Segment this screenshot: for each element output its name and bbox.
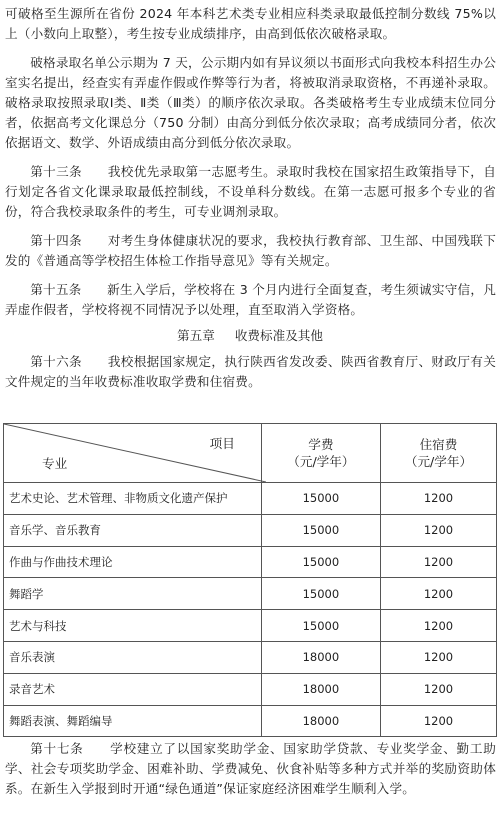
header-dorm [380,424,496,483]
header-dorm-label: 住宿费 [419,437,458,452]
row-tuition: 18000 [261,705,380,737]
table-row [4,673,497,705]
paragraph-breakout-announcement: 破格录取名单公示期为 7 天，公示期内如有异议须以书面形式向我校本科招生办公室实名提出，经查实有弄虚作假或作弊等行为者，将被取消录取资格，不再递补录取。破格录取按照录取Ⅰ类、Ⅱ类（Ⅲ类）的顺序依次录取。各类破格考生专业成绩末位同分者，依据高考文化课总分（750 分制）由高分到低分依次录取；高考成绩同分者，依次依据语文、数学、外语成绩由高分到低分依次录取。 [5,55,496,150]
table-row [4,610,497,642]
article-14: 第十四条 对考生身体健康状况的要求，我校执行教育部、卫生部、中国残联下发的《普通高等学校招生体检工作指导意见》等有关规定。 [5,233,496,268]
table-row [4,578,497,610]
header-tuition-unit: （元/学年） [287,454,355,469]
header-tuition-label: 学费 [308,437,334,452]
header-major-label: 专业 [42,456,68,471]
row-tuition: 15000 [261,610,380,642]
table-row [4,514,497,546]
row-tuition: 15000 [261,514,380,546]
row-major: 录音艺术 [4,673,262,705]
row-major: 音乐表演 [4,641,262,673]
table-row [4,705,497,737]
row-dorm: 1200 [380,483,496,515]
row-tuition: 15000 [261,546,380,578]
chapter-number: 第五章 [177,328,215,343]
table-row [4,546,497,578]
row-tuition: 18000 [261,641,380,673]
row-dorm: 1200 [380,514,496,546]
header-tuition [261,424,380,483]
chapter-heading [0,326,500,346]
row-major: 作曲与作曲技术理论 [4,546,262,578]
row-major: 音乐学、音乐教育 [4,514,262,546]
row-dorm: 1200 [380,705,496,737]
row-dorm: 1200 [380,546,496,578]
row-major: 舞蹈表演、舞蹈编导 [4,705,262,737]
row-dorm: 1200 [380,641,496,673]
row-tuition: 15000 [261,483,380,515]
header-item-label: 项目 [209,436,235,451]
article-16: 第十六条 我校根据国家规定，执行陕西省发改委、陕西省教育厅、财政厅有关文件规定的当年收费标准收取学费和住宿费。 [5,354,496,389]
chapter-title: 收费标准及其他 [234,328,323,343]
article-13: 第十三条 我校优先录取第一志愿考生。录取时我校在国家招生政策指导下，自行划定各省文化课录取最低控制线，不设单科分数线。在第一志愿可报多个专业的省份，符合我校录取条件的考生，可专业调剂录取。 [5,164,496,219]
row-tuition: 15000 [261,578,380,610]
row-major: 舞蹈学 [4,578,262,610]
row-tuition: 18000 [261,673,380,705]
header-diagonal-cell [4,424,262,483]
table-row [4,641,497,673]
fee-table-header [4,424,497,483]
table-row [4,483,497,515]
article-17: 第十七条 学校建立了以国家奖助学金、国家助学贷款、专业奖学金、勤工助学、社会专项奖助学金、困难补助、学费减免、伙食补贴等多种方式并举的奖励资助体系。在新生入学报到时开通“绿色通道”保证家庭经济困难学生顺利入学。 [5,741,496,796]
row-major: 艺术与科技 [4,610,262,642]
header-dorm-unit: （元/学年） [404,454,473,469]
fee-table [3,423,497,737]
row-major: 艺术史论、艺术管理、非物质文化遗产保护 [4,483,262,515]
paragraph-breakout-threshold: 可破格至生源所在省份 2024 年本科艺术类专业相应科类录取最低控制分数线 75%以上（小数向上取整），考生按专业成绩排序，由高到低依次破格录取。 [5,6,496,41]
row-dorm: 1200 [380,610,496,642]
row-dorm: 1200 [380,673,496,705]
row-dorm: 1200 [380,578,496,610]
article-15: 第十五条 新生入学后，学校将在 3 个月内进行全面复查，考生须诚实守信，凡弄虚作假者，学校将视不同情况予以处理，直至取消入学资格。 [5,282,496,317]
article-17-block [0,739,500,799]
